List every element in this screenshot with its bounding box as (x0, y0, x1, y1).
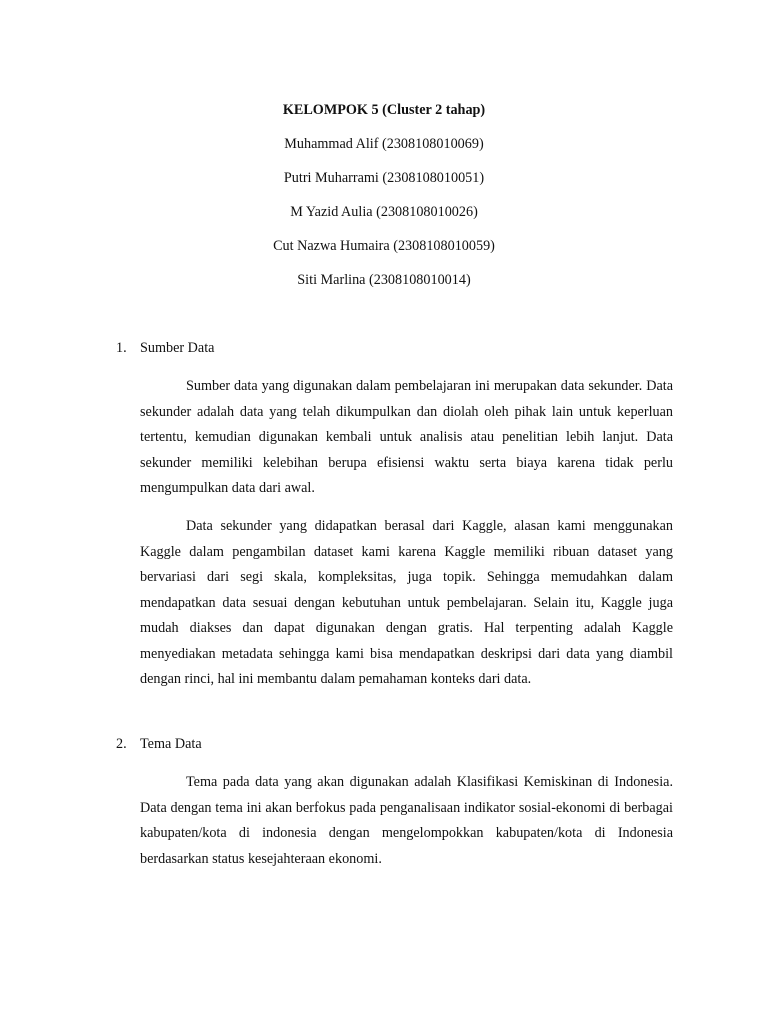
document-title: KELOMPOK 5 (Cluster 2 tahap) (282, 102, 486, 118)
member-name: M Yazid Aulia (2308108010026) (290, 204, 478, 220)
document-header (0, 98, 768, 302)
section-heading-sumber-data (116, 336, 676, 360)
paragraph: Data sekunder yang didapatkan berasal dari Kaggle, alasan kami menggunakan Kaggle dalam pengambilan dataset kami karena Kaggle memiliki ribuan dataset yang bervariasi dari segi skala, kompleksitas, juga topik. Sehingga memudahkan dalam mendapatkan data sesuai dengan kebutuhan untuk pembelajaran. Selain itu, Kaggle juga mudah diakses dan dapat digunakan dengan gratis. Hal terpenting adalah Kaggle menyediakan metadata sehingga kami bisa mendapatkan deskripsi dari data yang diambil dengan rinci, hal ini membantu dalam pemahaman konteks dari data. (140, 518, 673, 687)
section-number: 1. (116, 340, 127, 356)
paragraph: Tema pada data yang akan digunakan adalah Klasifikasi Kemiskinan di Indonesia. Data dengan tema ini akan berfokus pada penganalisaan indikator sosial-ekonomi di berbagai kabupaten/kota di indonesia dengan mengelompokkan kabupaten/kota di Indonesia berdasarkan status kesejahteraan ekonomi. (140, 774, 673, 867)
section-heading-tema-data (116, 732, 676, 756)
member-name: Putri Muharrami (2308108010051) (283, 170, 485, 186)
member-name: Siti Marlina (2308108010014) (297, 272, 471, 288)
section-number: 2. (116, 736, 127, 752)
member-name: Muhammad Alif (2308108010069) (284, 136, 484, 152)
paragraph: Sumber data yang digunakan dalam pembelajaran ini merupakan data sekunder. Data sekunder adalah data yang telah dikumpulkan dan diolah oleh pihak lain untuk keperluan tertentu, kemudian digunakan kembali untuk analisis atau penelitian lebih lanjut. Data sekunder memiliki kelebihan berupa efisiensi waktu serta biaya karena tidak perlu mengumpulkan data dari awal. (140, 378, 673, 496)
section-title: Sumber Data (140, 340, 215, 356)
section-title: Tema Data (140, 736, 202, 752)
member-name: Cut Nazwa Humaira (2308108010059) (273, 238, 495, 254)
